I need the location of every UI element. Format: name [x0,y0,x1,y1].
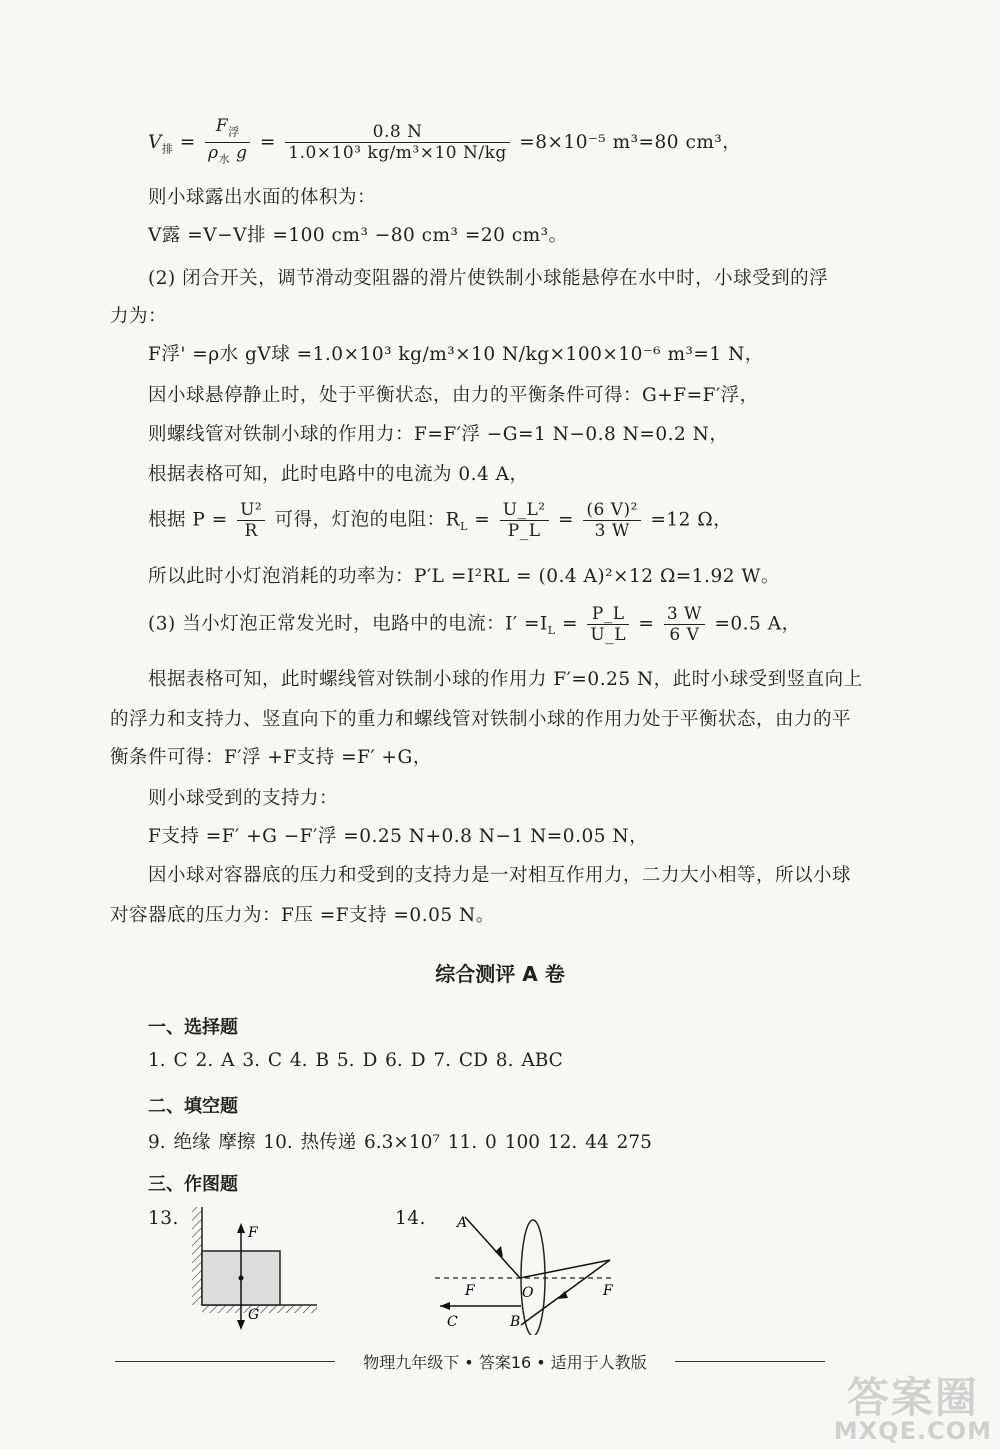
buoyancy-calc: F浮' =ρ水 gV球 =1.0×10³ kg/m³×10 N/kg×100×10⁻⁶ m³=1 N， [148,344,764,365]
para-a-line2: 的浮力和支持力、竖直向下的重力和螺线管对铁制小球的作用力处于平衡状态，由力的平 [110,709,852,730]
label-o: O [522,1285,534,1301]
fig14-number: 14. [395,1208,426,1229]
para-a-line3: 衡条件可得：F′浮 +F支持 =F′ +G， [110,747,432,768]
item2-line2: 力为： [110,306,168,327]
resistance-equation: 根据 P = $\frac{\text{U²}}{R}$ 可得，灯泡的电阻：$R_L$ = $\frac{\text{U\_L²}}{P\_L}$ = $\frac{\text{(6 V)²}}{3 W}$ =12 Ω， [148,500,733,541]
balance-condition: 因小球悬停静止时，处于平衡状态，由力的平衡条件可得：G+F=F′浮， [148,385,759,406]
heading-choice: 一、选择题 [148,1017,238,1038]
footer-text: 物理九年级下 • 答案16 • 适用于人教版 [363,1353,647,1372]
answers-fill: 9. 绝缘 摩擦 10. 热传递 6.3×10⁷ 11. 0 100 12. 44 275 [148,1132,652,1153]
item3-equation: (3) 当小灯泡正常发光时，电路中的电流：$I' =I_L$ = $\frac{P\_L}{U\_L}$ = $\frac{3 W}{6 V}$ =0.5 A， [148,604,801,645]
force-f-arrowhead [237,1223,245,1233]
label-c: C [447,1314,458,1330]
ray-c-arrowhead [440,1302,450,1310]
power-calc: 所以此时小灯泡消耗的功率为：P′L =I²RL = (0.4 A)²×12 Ω=1.92 W。 [148,566,780,587]
center-point [239,1276,244,1281]
fraction-f-over-rho-g: $\frac{F_浮}{\rho_水 g}$ [205,116,250,170]
label-f-right: F [603,1283,613,1299]
label-b: B [510,1314,521,1330]
label-f-left: F [465,1283,475,1299]
floor-hatch [202,1305,317,1313]
para-a-line1: 根据表格可知，此时螺线管对铁制小球的作用力 F′=0.25 N，此时小球受到竖直向上 [148,669,863,690]
watermark-logo: 答案圈 [846,1373,979,1422]
heading-fill: 二、填空题 [148,1096,238,1117]
fig13-diagram [190,1205,320,1330]
wall-hatch [192,1207,202,1305]
solenoid-force: 则螺线管对铁制小球的作用力：F=F′浮 −G=1 N−0.8 N=0.2 N， [148,424,729,445]
watermark [833,1373,992,1445]
support-calc: F支持 =F′ +G −F′浮 =0.25 N+0.8 N−1 N=0.05 N， [148,826,649,847]
expose-volume-calc: V露 =V−V排 =100 cm³ −80 cm³ =20 cm³。 [148,225,568,246]
label-a: A [457,1215,468,1231]
item2-line1: (2) 闭合开关，调节滑动变阻器的滑片使铁制小球能悬停在水中时，小球受到的浮 [148,268,829,289]
force-g-arrowhead [237,1320,245,1330]
fig14-diagram [425,1205,625,1335]
footer-rule-right [675,1361,825,1362]
para-b-line1: 因小球对容器底的压力和受到的支持力是一对相互作用力，二力大小相等，所以小球 [148,865,852,886]
label-f: F [248,1225,258,1241]
v-pai-equation: $V_排$ = $\frac{F_浮}{\rho_水 g}$ = $\frac{0.8 N}{\text{1.0×10³ kg/m³×10 N/kg}}$ =8×10⁻⁵ m³=80 cm³， [148,116,741,170]
support-lead: 则小球受到的支持力： [148,788,339,809]
fraction-weight-over-density: $\frac{0.8 N}{\text{1.0×10³ kg/m³×10 N/kg}}$ [285,122,510,163]
para-b-line2: 对容器底的压力为：F压 =F支持 =0.05 N。 [110,905,495,926]
heading-drawing: 三、作图题 [148,1174,238,1195]
footer-rule-left [115,1361,335,1362]
current-text: 根据表格可知，此时电路中的电流为 0.4 A， [148,464,529,485]
expose-volume-lead: 则小球露出水面的体积为： [148,187,377,208]
ray-a [465,1217,520,1278]
page-footer [0,1350,1000,1372]
watermark-url: MXQE.COM [833,1417,992,1445]
answers-choice: 1. C 2. A 3. C 4. B 5. D 6. D 7. CD 8. ABC [148,1050,563,1071]
section-title: 综合测评 A 卷 [435,962,565,986]
fig13-number: 13. [148,1208,179,1229]
label-g: G [248,1307,260,1323]
